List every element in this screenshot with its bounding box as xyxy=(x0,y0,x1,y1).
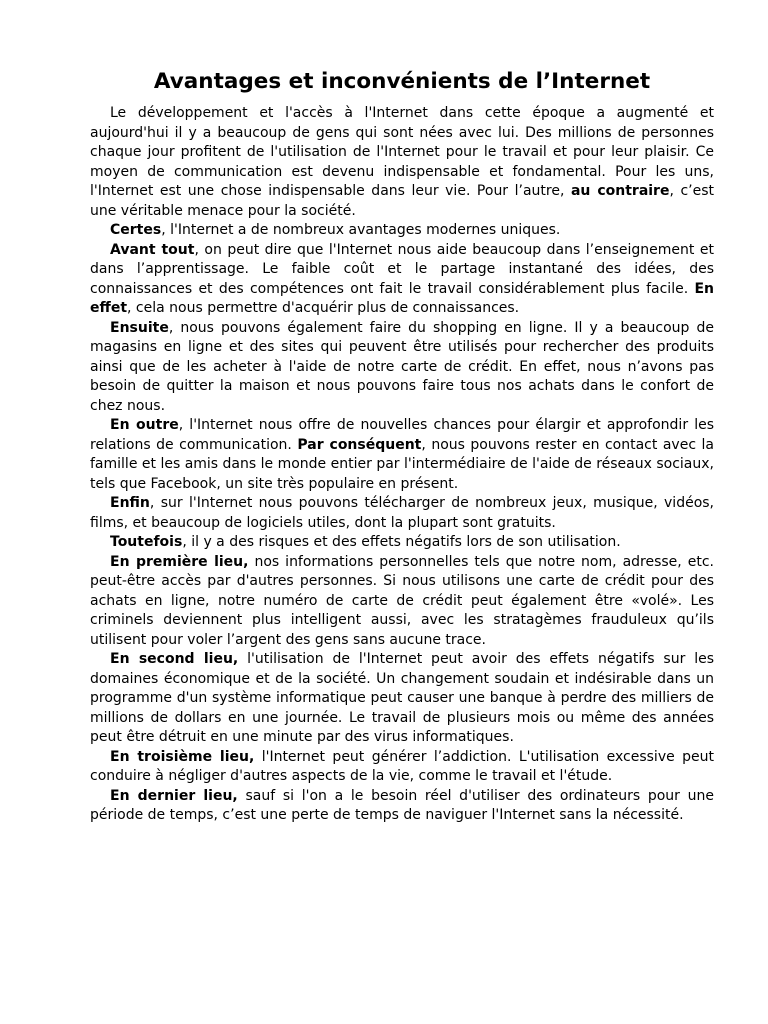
connector-phrase: En dernier lieu, xyxy=(110,787,238,804)
paragraph-dernier-lieu xyxy=(90,787,714,826)
paragraph-text: sauf si l'on a le besoin réel d'utiliser des ordinateurs pour une période de temps, c’est une perte de temps de naviguer l'Internet sans la nécessité. xyxy=(90,787,714,823)
paragraph-text: , cela nous permettre d'acquérir plus de connaissances. xyxy=(127,300,520,316)
paragraph-introduction xyxy=(90,104,714,221)
connector-phrase: En second lieu, xyxy=(110,651,239,667)
paragraph-text: , c’est une véritable menace pour la société. xyxy=(90,183,715,219)
paragraph-enfin xyxy=(90,494,714,533)
connector-phrase: En première lieu, xyxy=(110,553,249,570)
paragraph-certes xyxy=(90,221,714,241)
paragraph-second-lieu xyxy=(90,650,714,748)
connector-phrase: Certes xyxy=(110,222,162,238)
connector-phrase: Avant tout xyxy=(110,241,195,258)
connector-phrase: Par conséquent xyxy=(297,436,422,453)
paragraph-ensuite xyxy=(90,319,714,417)
document-body xyxy=(90,104,714,826)
paragraph-text: , on peut dire que l'Internet nous aide beaucoup dans l’enseignement et dans l’apprentissage. Le faible coût et le partage instantané des idées, des connaissances et des compétences ont fait le travail considérablement plus facile. xyxy=(90,241,714,297)
paragraph-troisieme-lieu xyxy=(90,748,714,787)
connector-phrase: En outre xyxy=(110,417,179,433)
connector-phrase: Ensuite xyxy=(110,319,169,336)
paragraph-text: , nous pouvons également faire du shopping en ligne. Il y a beaucoup de magasins en ligne et des sites qui peuvent être utilisés pour rechercher des produits ainsi que de les acheter à l'aide de notre carte de crédit. En effet, nous n’avons pas besoin de quitter la maison et nous pouvons faire tous nos achats dans le confort de chez nous. xyxy=(90,319,714,414)
paragraph-text: , nous pouvons rester en contact avec la famille et les amis dans le monde entier par l'intermédiaire de l'aide de réseaux sociaux, tels que Facebook, un site très populaire en présent. xyxy=(90,436,714,492)
paragraph-text: , sur l'Internet nous pouvons télécharger de nombreux jeux, musique, vidéos, films, et beaucoup de logiciels utiles, dont la plupart sont gratuits. xyxy=(90,495,714,531)
paragraph-premiere-lieu xyxy=(90,553,714,651)
document-title: Avantages et inconvénients de l’Internet xyxy=(153,69,651,94)
paragraph-text: , l'Internet nous offre de nouvelles chances pour élargir et approfondir les relations de communication. xyxy=(90,417,714,453)
paragraph-text: l'utilisation de l'Internet peut avoir des effets négatifs sur les domaines économique et de la société. Un changement soudain et indésirable dans un programme d'un système informatique peut causer une banque à perdre des milliers de millions de dollars en une journée. Le travail de plusieurs mois ou même des années peut être détruit en une minute par des virus informatiques. xyxy=(90,651,714,745)
connector-phrase: au contraire xyxy=(570,183,670,199)
paragraph-text: , il y a des risques et des effets négatifs lors de son utilisation. xyxy=(182,534,621,550)
connector-phrase: Enfin xyxy=(110,495,150,511)
paragraph-text: , l'Internet a de nombreux avantages modernes uniques. xyxy=(161,222,561,238)
paragraph-toutefois xyxy=(90,533,714,553)
paragraph-text: nos informations personnelles tels que notre nom, adresse, etc. peut-être accès par d'autres personnes. Si nous utilisons une carte de crédit pour des achats en ligne, notre numéro de carte de crédit peut également être «volé». Les criminels deviennent plus intelligent aussi, avec les stratagèmes frauduleux qu’ils utilisent pour voler l’argent des gens sans aucune trace. xyxy=(90,553,714,648)
paragraph-text: l'Internet peut générer l’addiction. L'utilisation excessive peut conduire à négliger d'autres aspects de la vie, comme le travail et l'étude. xyxy=(90,748,714,784)
paragraph-avant-tout xyxy=(90,241,714,319)
connector-phrase: En effet xyxy=(90,280,714,316)
paragraph-text: Le développement et l'accès à l'Internet dans cette époque a augmenté et aujourd'hui il y a beaucoup de gens qui sont nées avec lui. Des millions de personnes chaque jour profitent de l'utilisation de l'Internet pour le travail et pour leur plaisir. Ce moyen de communication est devenu indispensable et fondamental. Pour les uns, l'Internet est une chose indispensable dans leur vie. Pour l’autre, xyxy=(90,105,714,199)
connector-phrase: En troisième lieu, xyxy=(110,748,255,765)
connector-phrase: Toutefois xyxy=(110,534,183,550)
paragraph-en-outre xyxy=(90,416,714,494)
